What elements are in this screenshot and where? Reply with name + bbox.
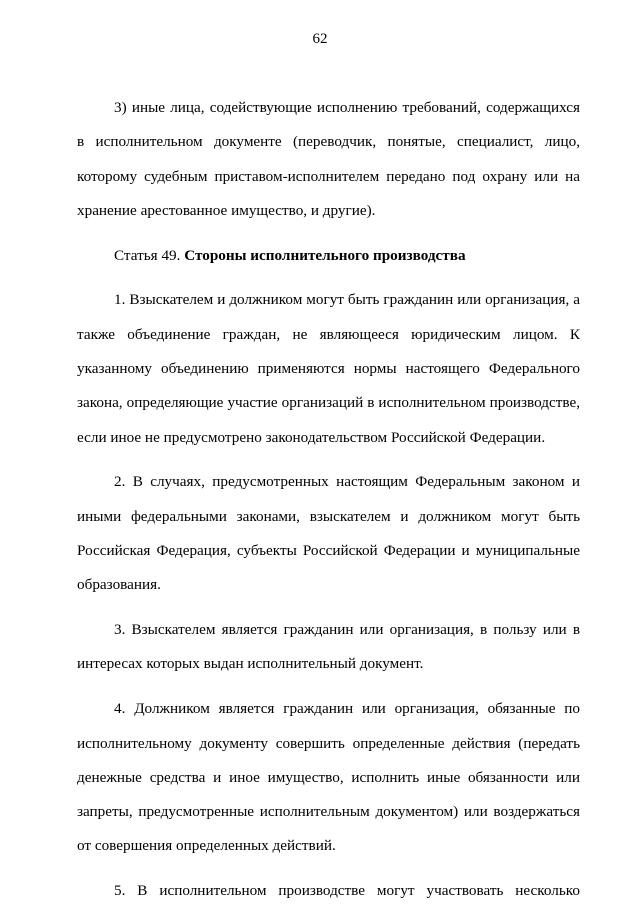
paragraph-clause-4 [77, 692, 580, 863]
paragraph-item-3-other-persons [77, 91, 580, 228]
text-line: Российская Федерация, субъекты Российской Федерации и муниципальные [77, 542, 580, 560]
text-line: интересах которых выдан исполнительный документ. [77, 655, 424, 673]
paragraph-clause-5 [77, 874, 580, 908]
paragraph-clause-1 [77, 283, 580, 454]
paragraph-gap [77, 864, 580, 875]
paragraph-gap [77, 603, 580, 614]
text-line: денежные средства и иное имущество, исполнить иные обязанности или [77, 768, 580, 786]
text-line: также объединение граждан, не являющееся юридическим лицом. К [77, 325, 580, 343]
text-line: иными федеральными законами, взыскателем и должником могут быть [77, 507, 580, 525]
text-line: 4. Должником является гражданин или организация, обязанные по [114, 700, 580, 718]
page-number: 62 [312, 31, 328, 47]
text-line: от совершения определенных действий. [77, 837, 336, 855]
article-heading-line [77, 239, 580, 273]
text-line: образования. [77, 576, 161, 594]
paragraph-gap [77, 273, 580, 284]
text-line: если иное не предусмотрено законодательством Российской Федерации. [77, 428, 546, 446]
text-line: закона, определяющие участие организаций в исполнительном производстве, [77, 394, 580, 412]
text-line: запреты, предусмотренные исполнительным документом) или воздержаться [77, 803, 580, 821]
text-line: в исполнительном документе (переводчик, понятые, специалист, лицо, [77, 133, 580, 151]
article-title: Стороны исполнительного производства [184, 246, 466, 264]
text-line: 3) иные лица, содействующие исполнению требований, содержащихся [114, 99, 580, 116]
text-line: 1. Взыскателем и должником могут быть гражданин или организация, а [114, 291, 580, 309]
article-number: Статья 49. [114, 246, 185, 264]
text-line: 5. В исполнительном производстве могут участвовать несколько [114, 882, 580, 900]
text-line: 2. В случаях, предусмотренных настоящим Федеральным законом и [114, 473, 580, 491]
text-line: которому судебным приставом-исполнителем передано под охрану или на [77, 167, 580, 185]
document-body [77, 91, 580, 909]
paragraph-clause-2 [77, 465, 580, 602]
text-line: исполнительному документу совершить определенные действия (передать [77, 734, 580, 752]
paragraph-gap [77, 455, 580, 466]
paragraph-gap [77, 682, 580, 693]
text-line: указанному объединению применяются нормы настоящего Федерального [77, 360, 580, 378]
paragraph-clause-3 [77, 613, 580, 682]
text-line: 3. Взыскателем является гражданин или организация, в пользу или в [114, 621, 580, 639]
paragraph-gap [77, 228, 580, 239]
text-line: хранение арестованное имущество, и другие). [77, 201, 376, 219]
article-heading [77, 239, 580, 273]
